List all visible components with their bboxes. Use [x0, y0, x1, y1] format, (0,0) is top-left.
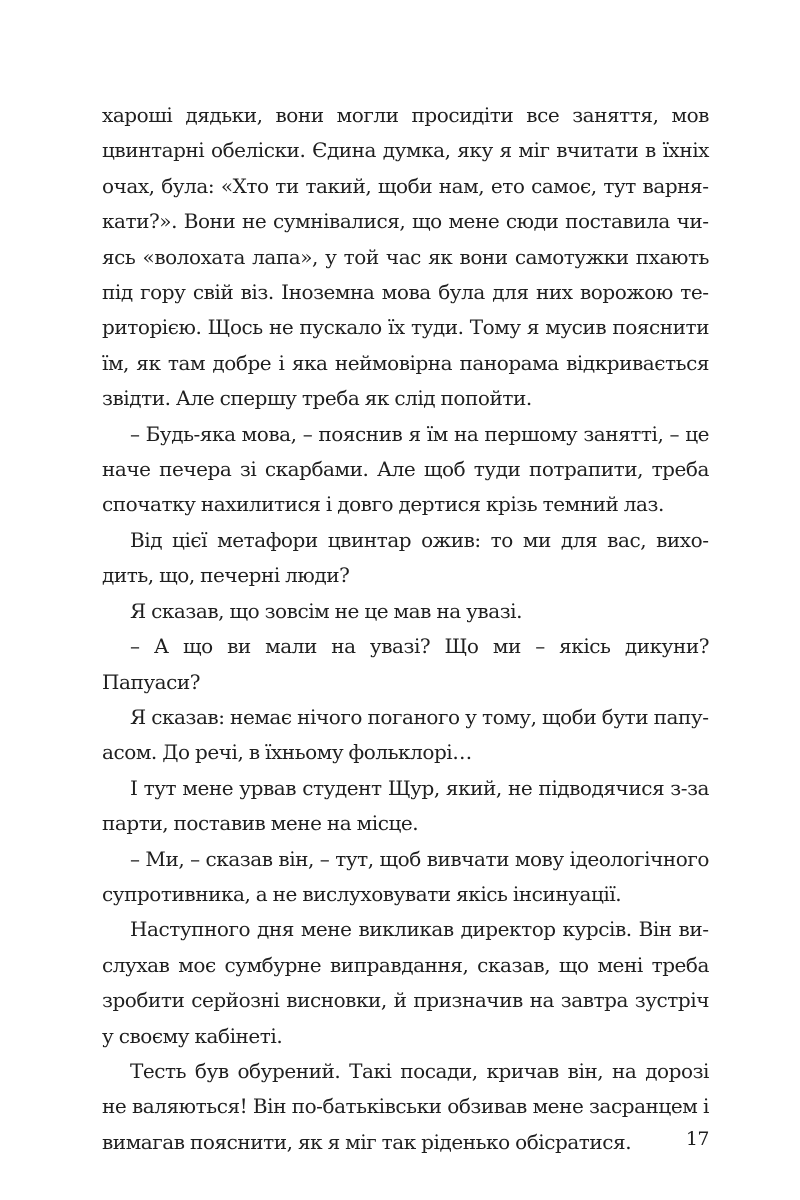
paragraph: І тут мене урвав студент Щур, який, не підводячися з-за парти, поставив мене на місце. [102, 775, 709, 836]
paragraph: Від цієї метафори цвинтар ожив: то ми для вас, виходить, що, печерні люди? [102, 527, 709, 588]
paragraph: хароші дядьки, вони могли просидіти все заняття, мов цвинтарні обеліски. Єдина думка, яку я міг вчитати в їхніх очах, була: «Хто ти такий, щоби нам, ето самоє, тут варнякати?». Вони не сумнівалися, що мене сюди поставила чиясь «волохата лапа», у той час як вони самотужки пхають під гору свій віз. Іноземна мова була для них ворожою територією. Щось не пускало їх туди. Тому я мусив пояснити їм, як там добре і яка неймовірна панорама відкривається звідти. Але спершу треба як слід попойти. [102, 103, 709, 411]
paragraph: – А що ви мали на увазі? Що ми – якісь дикуни? Папуаси? [102, 634, 709, 694]
page-number: 17 [685, 1128, 709, 1150]
paragraph: – Ми, – сказав він, – тут, щоб вивчати мову ідеологічного супротивника, а не вислуховувати якісь інсинуації. [102, 846, 709, 906]
page-body [102, 98, 709, 1160]
paragraph: – Будь-яка мова, – пояснив я їм на першому занятті, – це наче печера зі скарбами. Але щоб туди потрапити, треба спочатку нахилитися і довго дертися крізь темний лаз. [102, 421, 709, 517]
paragraph: Тесть був обурений. Такі посади, кричав він, на дорозі не валяються! Він по-батьківськи обзивав мене засранцем і вимагав пояснити, як я міг так ріденько обісратися. [102, 1058, 709, 1154]
paragraph: Я сказав, що зовсім не це мав на увазі. [130, 598, 523, 623]
paragraph: Наступного дня мене викликав директор курсів. Він вислухав моє сумбурне виправдання, сказав, що мені треба зробити серйозні висновки, й призначив на завтра зустріч у своєму кабінеті. [102, 917, 709, 1048]
paragraph: Я сказав: немає нічого поганого у тому, щоби бути папуасом. До речі, в їхньому фольклорі… [102, 704, 709, 765]
